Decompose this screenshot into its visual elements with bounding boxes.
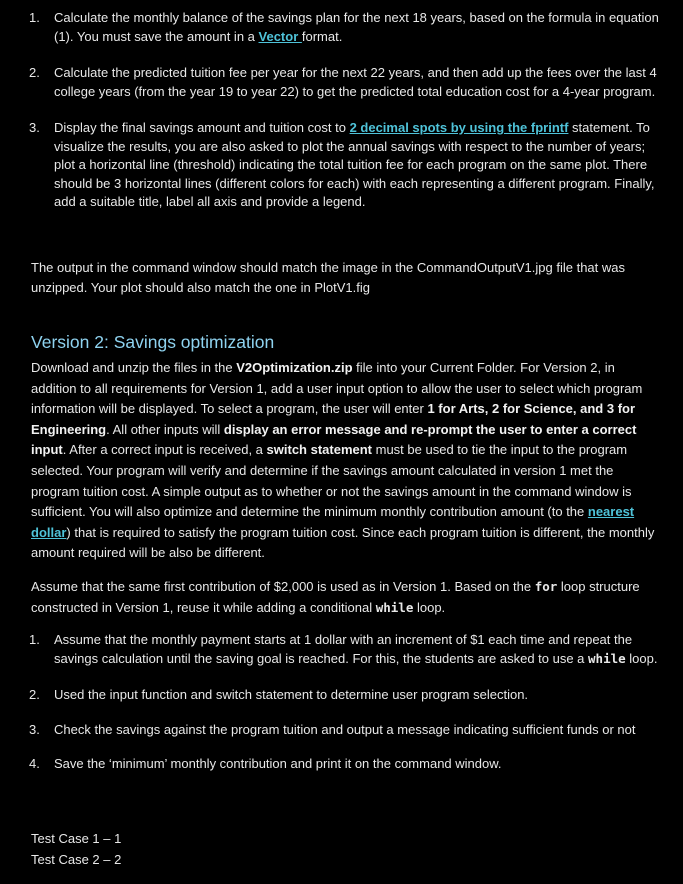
vector-link[interactable]: Vector <box>258 28 302 44</box>
version2-loop-paragraph: Assume that the same first contribution of $2,000 is used as in Version 1. Based on the for loop structure constructed in Version 1, reuse it while adding a conditional while loop. <box>31 579 640 615</box>
switch-statement-term: switch statement <box>266 442 373 458</box>
program-options: 1 for Arts, 2 for Science, and 3 for Engineering <box>31 401 636 437</box>
list-item-text: Calculate the monthly balance of the savings plan for the next 18 years, based on the formula in equation (1). You must save the amount in a <box>54 10 659 44</box>
list-number: 3. <box>29 120 40 135</box>
list-item <box>0 721 683 740</box>
output-note: The output in the command window should match the image in the CommandOutputV1.jpg file that was unzipped. Your plot should also match the one in PlotV1.fig <box>31 260 625 295</box>
list-item <box>0 755 683 774</box>
test-case-line: Test Case 1 – 1 <box>31 831 122 846</box>
section-heading: Version 2: Savings optimization <box>31 332 275 352</box>
list-item-text: Check the savings against the program tuition and output a message indicating sufficient funds or not <box>54 721 636 737</box>
test-case-line: Test Case 2 – 2 <box>31 852 122 867</box>
version2-intro-paragraph: Download and unzip the files in the V2Optimization.zip file into your Current Folder. For Version 2, in addition to all requirements for Version 1, add a user input option to allow the user to select which program information will be displayed. To select a program, the user will enter 1 for Arts, 2 for Science, and 3 for Engineering. All other inputs will display an error message and re-prompt the user to enter a correct input. After a correct input is received, a switch statement must be used to tie the input to the program selected. Your program will verify and determine if the savings amount calculated in version 1 met the program tuition cost. A simple output as to whether or not the savings amount in the command window is sufficient. You will also optimize and determine the minimum monthly contribution amount (to the nearest dollar) that is required to satisfy the program tuition cost. Since each program tuition is different, the monthly amount required will be also be different. <box>31 360 655 561</box>
zip-filename: V2Optimization.zip <box>236 360 353 375</box>
list-item-text: format. <box>301 28 343 44</box>
list-item <box>0 631 683 668</box>
version1-requirements-list <box>0 9 683 212</box>
while-keyword: while <box>588 650 626 666</box>
list-item <box>0 64 683 101</box>
list-item-text: Save the ‘minimum’ monthly contribution and print it on the command window. <box>54 756 502 771</box>
list-number: 1. <box>29 10 40 25</box>
list-item-text: statement. To visualize the results, you are also asked to plot the annual savings with respect to the number of years; plot a horizontal line (threshold) indicating the total tuition fee for each program on the same plot. There should be 3 horizontal lines (different colors for each) with each representing a different program. Finally, add a suitable title, label all axis and provide a legend. <box>54 120 655 209</box>
list-number: 4. <box>29 756 40 771</box>
fprintf-link[interactable]: 2 decimal spots by using the fprintf <box>349 120 569 135</box>
list-item-text: loop. <box>625 650 658 666</box>
list-number: 2. <box>29 687 40 702</box>
list-number: 1. <box>29 632 40 647</box>
list-item-text: Used the input function and switch statement to determine user program selection. <box>54 687 529 702</box>
list-number: 2. <box>29 65 40 80</box>
list-item-text: Display the final savings amount and tuition cost to <box>54 120 350 135</box>
list-item-text: Calculate the predicted tuition fee per year for the next 22 years, and then add up the fees over the last 4 college years (from the year 19 to year 22) to get the predicted total education cost for a 4-year program. <box>54 65 657 99</box>
list-item <box>0 9 683 46</box>
for-keyword: for <box>534 579 558 594</box>
list-item <box>0 686 683 705</box>
test-cases <box>31 828 121 870</box>
list-item-text: Assume that the monthly payment starts at 1 dollar with an increment of $1 each time and repeat the savings calculation until the saving goal is reached. For this, the students are asked to use a <box>54 632 633 666</box>
version2-requirements-list <box>0 631 683 774</box>
list-number: 3. <box>29 721 40 737</box>
error-requirement: display an error message and re-prompt the user to enter a correct input <box>31 421 637 458</box>
nearest-dollar-link[interactable]: nearest dollar <box>31 504 635 540</box>
while-keyword: while <box>375 600 414 615</box>
list-item <box>0 119 683 212</box>
